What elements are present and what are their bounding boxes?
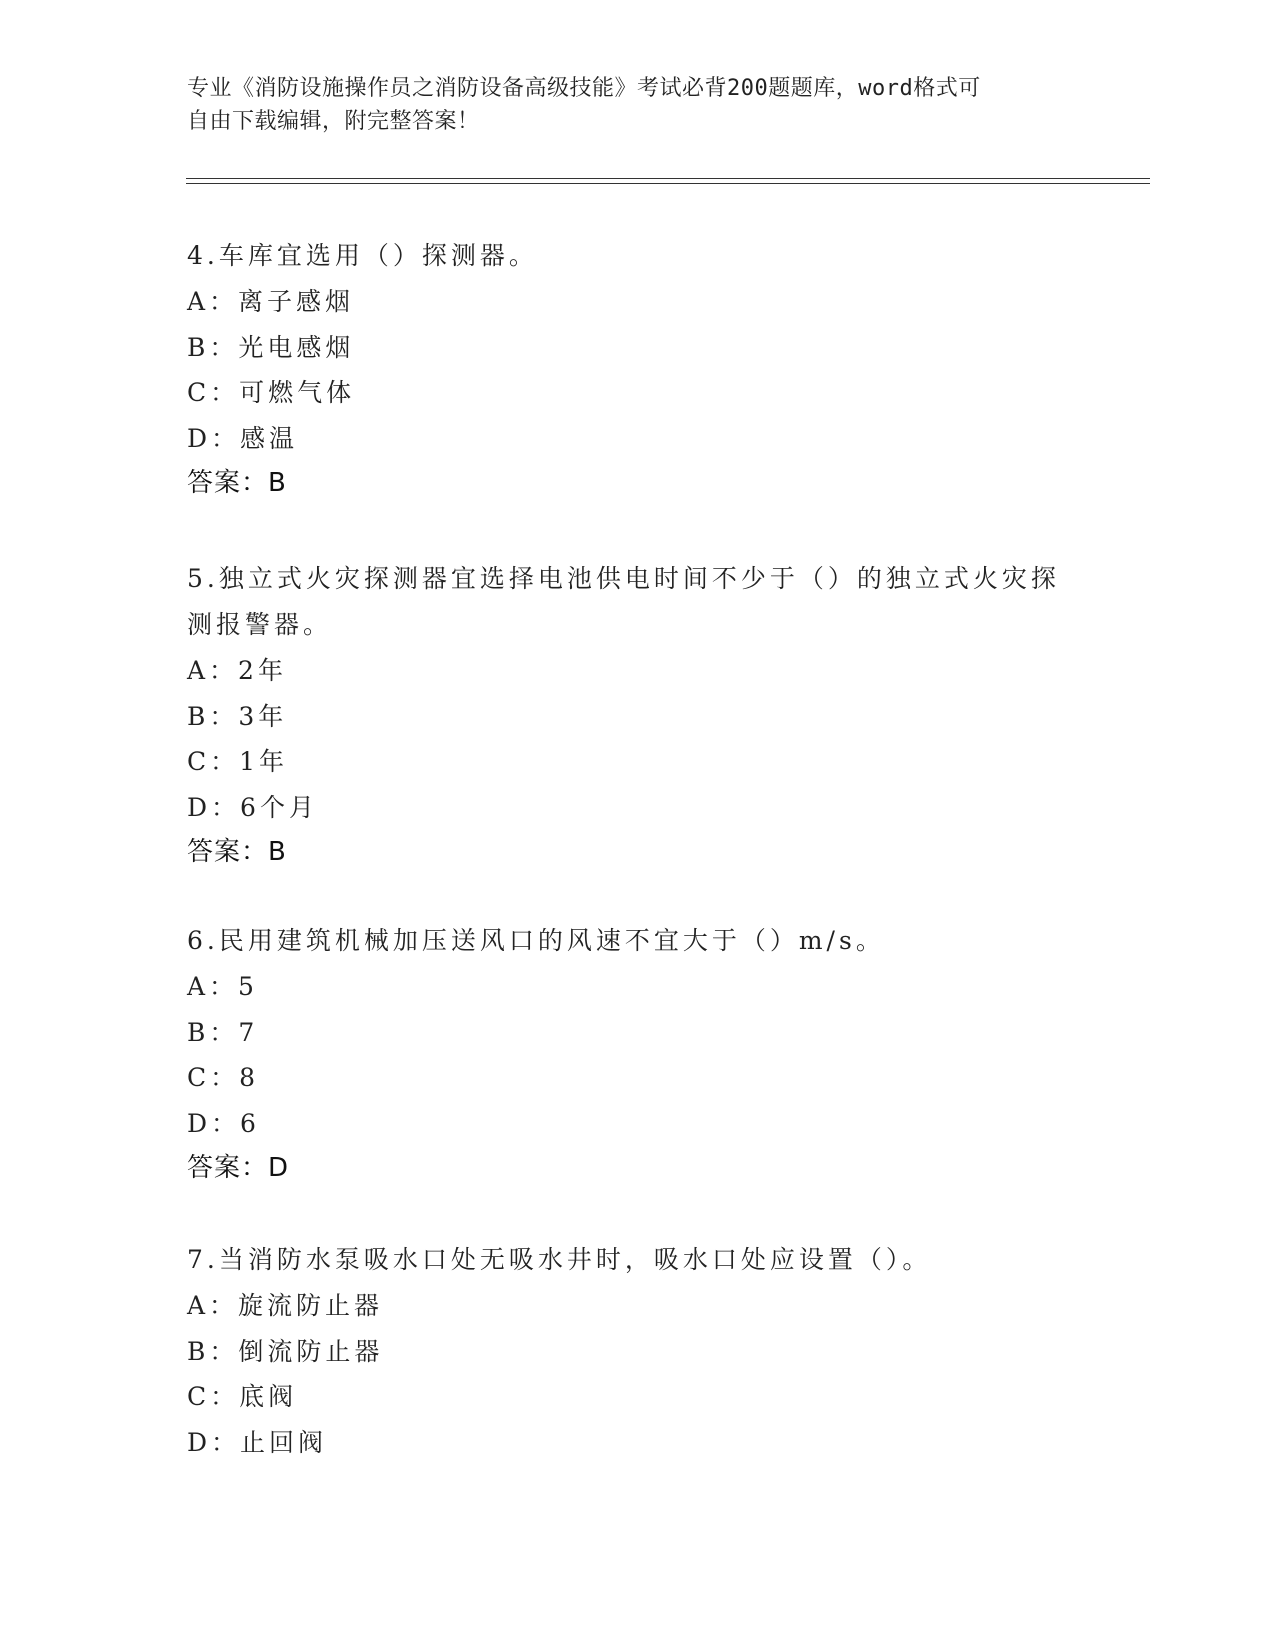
header-divider-top <box>186 178 1150 179</box>
question-stem-line-1: 5.独立式火灾探测器宜选择电池供电时间不少于（）的独立式火灾探 <box>187 564 1060 593</box>
answer-label: 答案：D <box>187 1153 290 1183</box>
option-d: D：6个月 <box>187 792 318 822</box>
option-b: B：倒流防止器 <box>187 1336 384 1366</box>
option-d: D：6 <box>187 1108 260 1138</box>
option-c: C：8 <box>187 1063 260 1092</box>
question-stem: 6.民用建筑机械加压送风口的风速不宜大于（）m/s。 <box>187 926 885 955</box>
question-stem-line-2: 测报警器。 <box>187 610 333 639</box>
option-b: B：光电感烟 <box>187 332 355 362</box>
question-6 <box>187 918 1067 1191</box>
answer-label: 答案：B <box>187 837 287 867</box>
question-5 <box>187 556 1067 875</box>
answer-label: 答案：B <box>187 468 287 498</box>
document-header <box>187 72 1067 138</box>
option-b: B：7 <box>187 1017 259 1047</box>
option-c: C：可燃气体 <box>187 378 356 407</box>
option-d: D：感温 <box>187 423 299 453</box>
option-a: A：旋流防止器 <box>187 1291 384 1320</box>
option-d: D：止回阀 <box>187 1427 328 1457</box>
question-stem: 7.当消防水泵吸水口处无吸水井时，吸水口处应设置（）。 <box>187 1245 932 1274</box>
option-a: A：离子感烟 <box>187 287 355 316</box>
option-a: A：2年 <box>187 656 287 685</box>
header-line-1: 专业《消防设施操作员之消防设备高级技能》考试必背200题题库，word格式可 <box>187 76 981 101</box>
question-7 <box>187 1237 1067 1465</box>
header-line-2: 自由下载编辑，附完整答案！ <box>187 109 480 134</box>
question-stem: 4.车库宜选用（）探测器。 <box>187 241 538 270</box>
header-divider-bottom <box>186 183 1150 184</box>
question-4 <box>187 233 1067 506</box>
option-c: C：底阀 <box>187 1382 298 1411</box>
option-b: B：3年 <box>187 701 288 731</box>
option-c: C：1年 <box>187 747 289 776</box>
option-a: A：5 <box>187 972 258 1001</box>
